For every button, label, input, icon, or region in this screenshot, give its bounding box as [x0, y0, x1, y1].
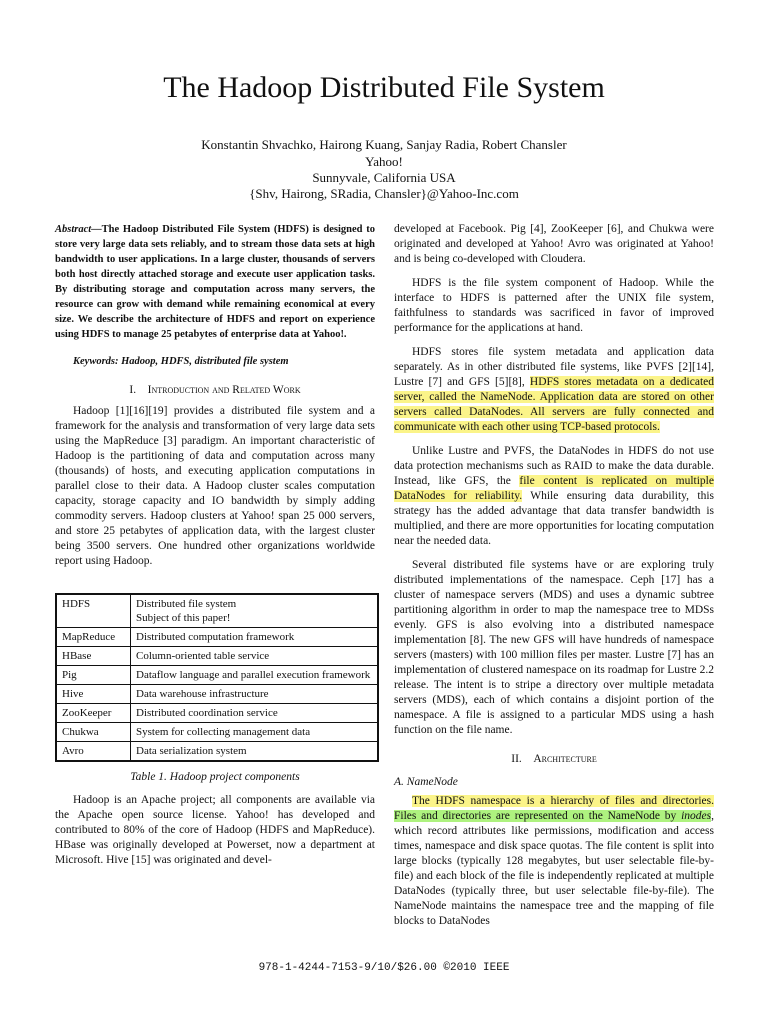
table-row: [56, 742, 378, 762]
component-name: MapReduce: [56, 628, 131, 647]
abstract-body: —The Hadoop Distributed File System (HDFS) is designed to store very large data sets reliably, and to stream those data sets at high bandwidth to user applications. In a large cluster, thousands of servers both host directly attached storage and execute user application tasks. By distributing storage and computation across many servers, the resource can grow with demand while remaining economical at every size. We describe the architecture of HDFS and report on experience using HDFS to manage 25 petabytes of enterprise data at Yahoo!.: [55, 224, 375, 340]
body-text: , which record attributes like permissions, modification and access times, namespace and disk space quotas. The file content is split into large blocks (typically 128 megabytes, but user selectable file-by-file) and each block of the file is independently replicated at multiple DataNodes (typically three, but user selectable file-by-file). The NameNode maintains the namespace tree and the mapping of file blocks to DataNodes: [394, 810, 714, 927]
highlighted-text: Files and directories are represented on the NameNode by: [394, 810, 682, 822]
author-list: Konstantin Shvachko, Hairong Kuang, Sanjay Radia, Robert Chansler: [201, 137, 567, 152]
copyright-footer: 978-1-4244-7153-9/10/$26.00 ©2010 IEEE: [258, 962, 510, 974]
section-number: II.: [511, 753, 522, 765]
component-desc: Distributed coordination service: [131, 704, 379, 723]
table-caption: Table 1. Hadoop project components: [130, 771, 300, 783]
abstract-label: Abstract: [55, 224, 92, 235]
keywords: Keywords: Hadoop, HDFS, distributed file system: [73, 356, 289, 367]
paper-title: The Hadoop Distributed File System: [163, 71, 605, 104]
component-name: Hive: [56, 685, 131, 704]
table-row: [56, 647, 378, 666]
body-paragraph: [394, 345, 714, 435]
component-desc: System for collecting management data: [131, 723, 379, 742]
table-row: [56, 594, 378, 628]
section-title: Introduction and Related Work: [147, 384, 301, 396]
table-row: [56, 628, 378, 647]
abstract: [55, 222, 375, 342]
location: Sunnyvale, California USA: [312, 170, 456, 185]
section-number: I.: [129, 384, 137, 396]
body-paragraph: [394, 794, 714, 929]
affiliation: Yahoo!: [365, 154, 403, 169]
table-row: [56, 723, 378, 742]
right-column: [394, 222, 714, 929]
highlighted-text: inodes: [681, 810, 712, 822]
component-name: HDFS: [56, 594, 131, 628]
intro-paragraph-2: Hadoop is an Apache project; all components are available via the Apache open source license. Yahoo! has developed and contributed to 80% of the core of Hadoop (HDFS and MapReduce). HBase was originally developed at Powerset, now a department at Microsoft. Hive [15] was originated and devel-: [55, 794, 375, 866]
left-column: [55, 222, 375, 868]
author-emails: {Shv, Hairong, SRadia, Chansler}@Yahoo-Inc.com: [249, 186, 519, 201]
component-name: ZooKeeper: [56, 704, 131, 723]
component-name: Avro: [56, 742, 131, 762]
component-desc: Data serialization system: [131, 742, 379, 762]
component-desc-line: Subject of this paper!: [136, 612, 231, 624]
body-text: While ensuring data durability, this strategy has the added advantage that data transfer bandwidth is multiplied, and there are more opportunities for locating computation near the needed data.: [394, 490, 715, 547]
highlighted-text: HDFS stores metadata on a dedicated server, called the NameNode. Application data are stored on other servers called DataNodes. All servers are fully connected and communicate with each other using TCP-based protocols.: [394, 376, 714, 433]
section-heading-architecture: [394, 752, 714, 767]
component-name: HBase: [56, 647, 131, 666]
body-paragraph: [394, 444, 714, 549]
highlighted-text: file content is replicated on multiple DataNodes for reliability.: [394, 475, 714, 502]
table-row: [56, 704, 378, 723]
component-desc-line: Distributed file system: [136, 598, 237, 610]
section-heading-intro: [55, 383, 375, 398]
body-paragraph: developed at Facebook. Pig [4], ZooKeeper [6], and Chukwa were originated and developed at Yahoo! Avro was originated at Yahoo! and is being co-developed with Cloudera.: [394, 223, 714, 265]
table-row: [56, 685, 378, 704]
body-paragraph: Several distributed file systems have or are exploring truly distributed implementations of the namespace. Ceph [17] has a cluster of namespace servers (MDS) and uses a dynamic subtree partitioning algorithm in order to map the namespace tree to MDSs evenly. GFS is also evolving into a distributed namespace implementation [8]. The new GFS will have hundreds of namespace servers (masters) with 100 million files per master. Lustre [7] has an implementation of clustered namespace on its roadmap for Lustre 2.2 release. The intent is to stripe a directory over multiple metadata servers (MDS), each of which contains a disjoint portion of the namespace. A file is assigned to a particular MDS using a hash function on the file name.: [394, 559, 714, 736]
body-text: Unlike Lustre and PVFS, the DataNodes in HDFS do not use data protection mechanisms such as RAID to make the data durable. Instead, like GFS, the: [394, 445, 714, 487]
component-desc: [131, 594, 379, 628]
components-table: [55, 593, 379, 762]
subsection-heading: A. NameNode: [394, 776, 458, 788]
component-desc: Data warehouse infrastructure: [131, 685, 379, 704]
component-desc: Dataflow language and parallel execution framework: [131, 666, 379, 685]
section-title: Architecture: [533, 753, 597, 765]
body-paragraph: HDFS is the file system component of Hadoop. While the interface to HDFS is patterned after the UNIX file system, faithfulness to standards was sacrificed in favor of improved performance for the applications at hand.: [394, 277, 714, 334]
table-row: [56, 666, 378, 685]
component-desc: Distributed computation framework: [131, 628, 379, 647]
body-text: HDFS stores file system metadata and application data separately. As in other distributed file systems, like PVFS [2][14], Lustre [7] and GFS [5][8],: [394, 346, 714, 388]
highlighted-text: The HDFS namespace is a hierarchy of files and directories.: [412, 795, 714, 807]
component-name: Chukwa: [56, 723, 131, 742]
component-name: Pig: [56, 666, 131, 685]
intro-paragraph-1: Hadoop [1][16][19] provides a distributed file system and a framework for the analysis and transformation of very large data sets using the MapReduce [3] paradigm. An important characteristic of Hadoop is the partitioning of data and computation across many (thousands) of hosts, and executing application computations in parallel close to their data. A Hadoop cluster scales computation capacity, storage capacity and IO bandwidth by simply adding commodity servers. Hadoop clusters at Yahoo! span 25 000 servers, and store 25 petabytes of application data, with the largest cluster being 3500 servers. One hundred other organizations worldwide report using Hadoop.: [55, 405, 375, 567]
component-desc: Column-oriented table service: [131, 647, 379, 666]
